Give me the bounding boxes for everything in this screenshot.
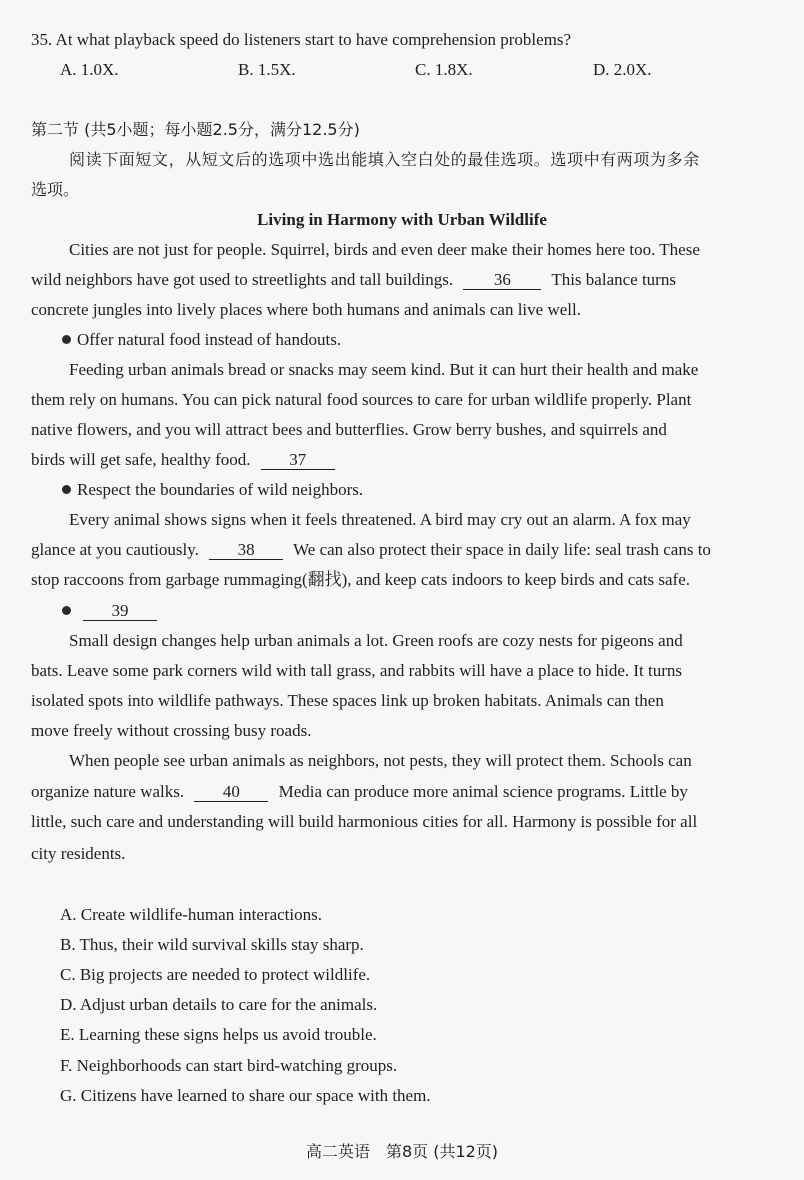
blank-40[interactable]: 40: [194, 783, 268, 802]
paragraph-1-line-1: Cities are not just for people. Squirrel, birds and even deer make their homes here too. These: [69, 240, 700, 259]
question-35-stem: 35. At what playback speed do listeners start to have comprehension problems?: [31, 30, 572, 49]
paragraph-3-line-3: stop raccoons from garbage rummaging(翻找), and keep cats indoors to keep birds and cats safe.: [31, 570, 691, 589]
bullet-heading-2-text: Respect the boundaries of wild neighbors.: [77, 480, 364, 499]
blank-39[interactable]: 39: [83, 602, 157, 621]
paragraph-3-line-2: [31, 539, 711, 561]
bullet-heading-1: [62, 329, 341, 351]
bullet-dot-icon: [62, 606, 71, 615]
paragraph-4-line-1: Small design changes help urban animals a lot. Green roofs are cozy nests for pigeons and: [69, 631, 683, 650]
passage-title: Living in Harmony with Urban Wildlife: [257, 210, 547, 229]
paragraph-5-line-3: little, such care and understanding will build harmonious cities for all. Harmony is possible for all: [31, 812, 698, 831]
choice-b: B. Thus, their wild survival skills stay sharp.: [60, 935, 364, 954]
choice-e: E. Learning these signs helps us avoid trouble.: [60, 1025, 377, 1044]
section-heading: 第二节 (共5小题；每小题2.5分，满分12.5分): [31, 120, 360, 139]
paragraph-1-line-3: concrete jungles into lively places where both humans and animals can live well.: [31, 300, 581, 319]
paragraph-5-line-4: city residents.: [31, 844, 126, 863]
bullet-heading-3: [62, 600, 157, 622]
section-instruction-line-1: 阅读下面短文，从短文后的选项中选出能填入空白处的最佳选项。选项中有两项为多余: [69, 150, 700, 169]
bullet-dot-icon: [62, 485, 71, 494]
bullet-dot-icon: [62, 335, 71, 344]
blank-37[interactable]: 37: [261, 451, 335, 470]
paragraph-3-line-2-part-1: glance at you cautiously.: [31, 540, 199, 559]
paragraph-4-line-2: bats. Leave some park corners wild with tall grass, and rabbits will have a place to hide. It turns: [31, 661, 683, 680]
paragraph-4-line-4: move freely without crossing busy roads.: [31, 721, 312, 740]
question-35-option-a: A. 1.0X.: [60, 60, 119, 79]
paragraph-1-line-2-part-2: This balance turns: [551, 270, 676, 289]
paragraph-5-line-2: [31, 781, 688, 803]
paragraph-2-line-2: them rely on humans. You can pick natural food sources to care for urban wildlife properly. Plant: [31, 390, 692, 409]
question-35-option-c: C. 1.8X.: [415, 60, 473, 79]
question-35-option-d: D. 2.0X.: [593, 60, 652, 79]
choice-g: G. Citizens have learned to share our space with them.: [60, 1086, 431, 1105]
choice-f: F. Neighborhoods can start bird-watching groups.: [60, 1056, 398, 1075]
paragraph-2-line-1: Feeding urban animals bread or snacks may seem kind. But it can hurt their health and make: [69, 360, 699, 379]
choice-c: C. Big projects are needed to protect wildlife.: [60, 965, 371, 984]
blank-36[interactable]: 36: [463, 271, 541, 290]
section-instruction-line-2: 选项。: [31, 180, 80, 199]
paragraph-3-line-2-part-2: We can also protect their space in daily life: seal trash cans to: [293, 540, 711, 559]
question-35-option-b: B. 1.5X.: [238, 60, 296, 79]
paragraph-1-line-2-part-1: wild neighbors have got used to streetlights and tall buildings.: [31, 270, 454, 289]
choice-a: A. Create wildlife-human interactions.: [60, 905, 322, 924]
choice-d: D. Adjust urban details to care for the animals.: [60, 995, 378, 1014]
paragraph-2-line-4: [31, 449, 335, 471]
paragraph-2-line-4-text: birds will get safe, healthy food.: [31, 450, 251, 469]
page-footer: 高二英语 第8页 (共12页): [305, 1142, 499, 1161]
blank-38[interactable]: 38: [209, 541, 283, 560]
bullet-heading-1-text: Offer natural food instead of handouts.: [77, 330, 342, 349]
paragraph-1-line-2: [31, 269, 676, 291]
paragraph-3-line-1: Every animal shows signs when it feels threatened. A bird may cry out an alarm. A fox may: [69, 510, 691, 529]
bullet-heading-2: [62, 479, 363, 501]
paragraph-4-line-3: isolated spots into wildlife pathways. These spaces link up broken habitats. Animals can then: [31, 691, 664, 710]
paragraph-2-line-3: native flowers, and you will attract bees and butterflies. Grow berry bushes, and squirrels and: [31, 420, 667, 439]
paragraph-5-line-1: When people see urban animals as neighbors, not pests, they will protect them. Schools can: [69, 751, 692, 770]
paragraph-5-line-2-part-2: Media can produce more animal science programs. Little by: [278, 782, 688, 801]
paragraph-5-line-2-part-1: organize nature walks.: [31, 782, 185, 801]
